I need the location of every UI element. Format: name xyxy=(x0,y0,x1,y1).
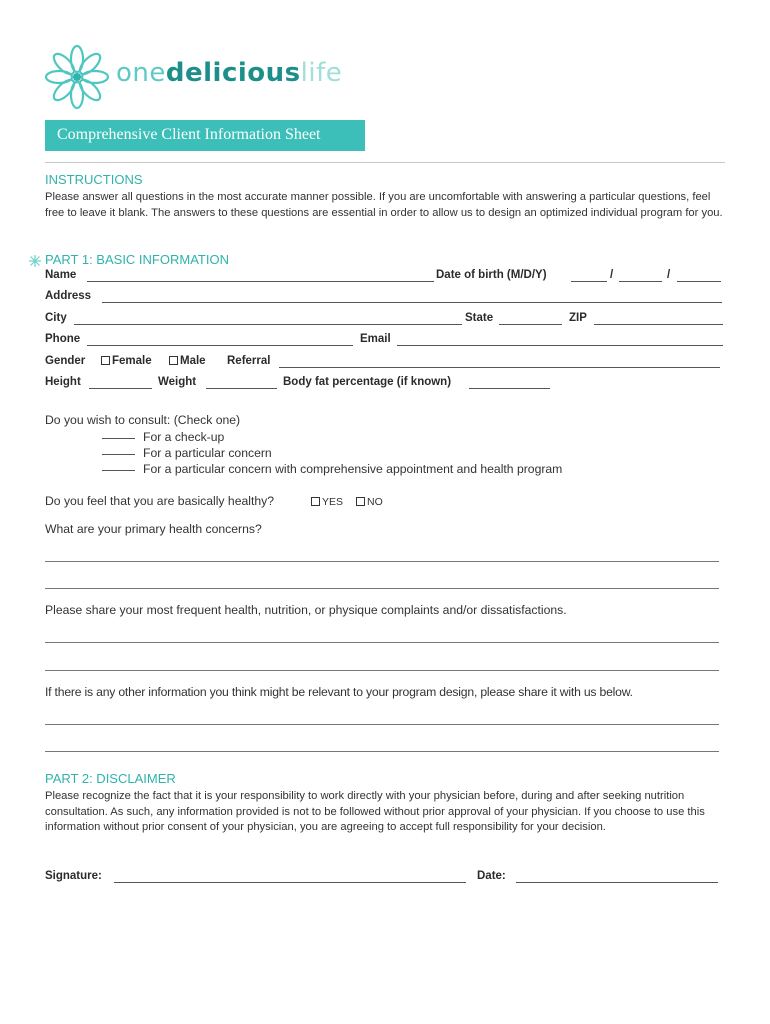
state-label: State xyxy=(465,312,494,324)
signature-row xyxy=(45,870,725,886)
disclaimer-text: Please recognize the fact that it is your responsibility to work directly with your physician before, during and after seeking nutrition consultation. As such, any information provided is not to be followed without prior approval of your physician. If you choose to use this information without prior consent of your physician, you are agreeing to accept full responsibility for your decision. xyxy=(45,790,705,833)
email-label: Email xyxy=(360,333,391,345)
gender-row xyxy=(45,355,725,371)
height-field[interactable] xyxy=(89,388,152,389)
state-field[interactable] xyxy=(499,324,562,325)
logo xyxy=(44,44,384,110)
address-field[interactable] xyxy=(102,302,722,303)
name-label: Name xyxy=(45,269,77,281)
name-field[interactable] xyxy=(87,281,434,282)
consult-option-label: For a particular concern xyxy=(143,446,272,460)
complaints-question: Please share your most frequent health, nutrition, or physique complaints and/or dissatisfactions. xyxy=(45,603,567,617)
dob-label: Date of birth (M/D/Y) xyxy=(436,269,547,281)
no-option[interactable] xyxy=(356,496,383,508)
weight-label: Weight xyxy=(158,376,197,388)
city-row xyxy=(45,312,725,328)
flower-logo-icon xyxy=(44,44,110,110)
date-field[interactable] xyxy=(516,882,718,883)
dob-slash-1: / xyxy=(610,269,614,281)
consult-option-label: For a particular concern with comprehensive appointment and health program xyxy=(143,462,563,476)
dob-month-field[interactable] xyxy=(571,281,607,282)
yes-option[interactable] xyxy=(311,496,343,508)
consult-option-label: For a check-up xyxy=(143,430,225,444)
zip-label: ZIP xyxy=(569,312,587,324)
part1-heading: PART 1: BASIC INFORMATION xyxy=(45,252,229,267)
logo-wordmark xyxy=(116,58,342,88)
signature-field[interactable] xyxy=(114,882,466,883)
complaints-answer-line-2[interactable] xyxy=(45,670,719,671)
dob-year-field[interactable] xyxy=(677,281,721,282)
dob-day-field[interactable] xyxy=(619,281,662,282)
instructions-heading: INSTRUCTIONS xyxy=(45,172,143,187)
other-info-answer-line-2[interactable] xyxy=(45,751,719,752)
male-option[interactable] xyxy=(169,355,206,367)
page-title: Comprehensive Client Information Sheet xyxy=(45,120,365,151)
phone-field[interactable] xyxy=(87,345,353,346)
concerns-question: What are your primary health concerns? xyxy=(45,522,262,536)
referral-label: Referral xyxy=(227,355,271,367)
consult-option-comprehensive[interactable] xyxy=(102,462,562,476)
email-field[interactable] xyxy=(397,345,723,346)
bodyfat-label: Body fat percentage (if known) xyxy=(283,376,452,388)
no-checkbox[interactable] xyxy=(356,497,365,506)
address-label: Address xyxy=(45,290,92,302)
divider xyxy=(45,162,725,163)
consult-blank[interactable] xyxy=(102,470,135,471)
consult-option-checkup[interactable] xyxy=(102,430,224,444)
complaints-answer-line-1[interactable] xyxy=(45,642,719,643)
female-option[interactable] xyxy=(101,355,152,367)
phone-row xyxy=(45,333,725,349)
yes-checkbox[interactable] xyxy=(311,497,320,506)
no-label: NO xyxy=(367,496,383,508)
concerns-answer-line-1[interactable] xyxy=(45,561,719,562)
instructions-text: Please answer all questions in the most accurate manner possible. If you are uncomfortable with answering a particular questions, feel free to leave it blank. The answers to these questions are essential in order to allow us to design an optimized individual program for you. xyxy=(45,191,723,219)
measurements-row xyxy=(45,376,725,392)
signature-label: Signature: xyxy=(45,870,102,882)
male-checkbox[interactable] xyxy=(169,356,178,365)
concerns-answer-line-2[interactable] xyxy=(45,588,719,589)
gender-label: Gender xyxy=(45,355,86,367)
phone-label: Phone xyxy=(45,333,81,345)
date-label: Date: xyxy=(477,870,506,882)
other-info-answer-line-1[interactable] xyxy=(45,724,719,725)
healthy-question: Do you feel that you are basically healthy? xyxy=(45,494,274,508)
logo-word-one: one xyxy=(116,58,166,88)
female-checkbox[interactable] xyxy=(101,356,110,365)
consult-blank[interactable] xyxy=(102,454,135,455)
referral-field[interactable] xyxy=(279,367,720,368)
weight-field[interactable] xyxy=(206,388,277,389)
other-info-question: If there is any other information you think might be relevant to your program design, please share it with us below. xyxy=(45,685,633,699)
dob-slash-2: / xyxy=(667,269,671,281)
logo-word-life: life xyxy=(300,58,343,88)
address-row xyxy=(45,290,725,306)
zip-field[interactable] xyxy=(594,324,723,325)
consult-question: Do you wish to consult: (Check one) xyxy=(45,413,241,427)
consult-option-concern[interactable] xyxy=(102,446,272,460)
consult-blank[interactable] xyxy=(102,438,135,439)
part2-heading: PART 2: DISCLAIMER xyxy=(45,771,176,786)
yes-label: YES xyxy=(322,496,344,508)
height-label: Height xyxy=(45,376,81,388)
city-field[interactable] xyxy=(74,324,462,325)
male-label: Male xyxy=(180,355,206,367)
logo-word-delicious: delicious xyxy=(165,58,301,88)
city-label: City xyxy=(45,312,67,324)
bodyfat-field[interactable] xyxy=(469,388,550,389)
female-label: Female xyxy=(112,355,152,367)
flower-bullet-icon xyxy=(28,254,42,268)
name-dob-row xyxy=(45,269,725,285)
